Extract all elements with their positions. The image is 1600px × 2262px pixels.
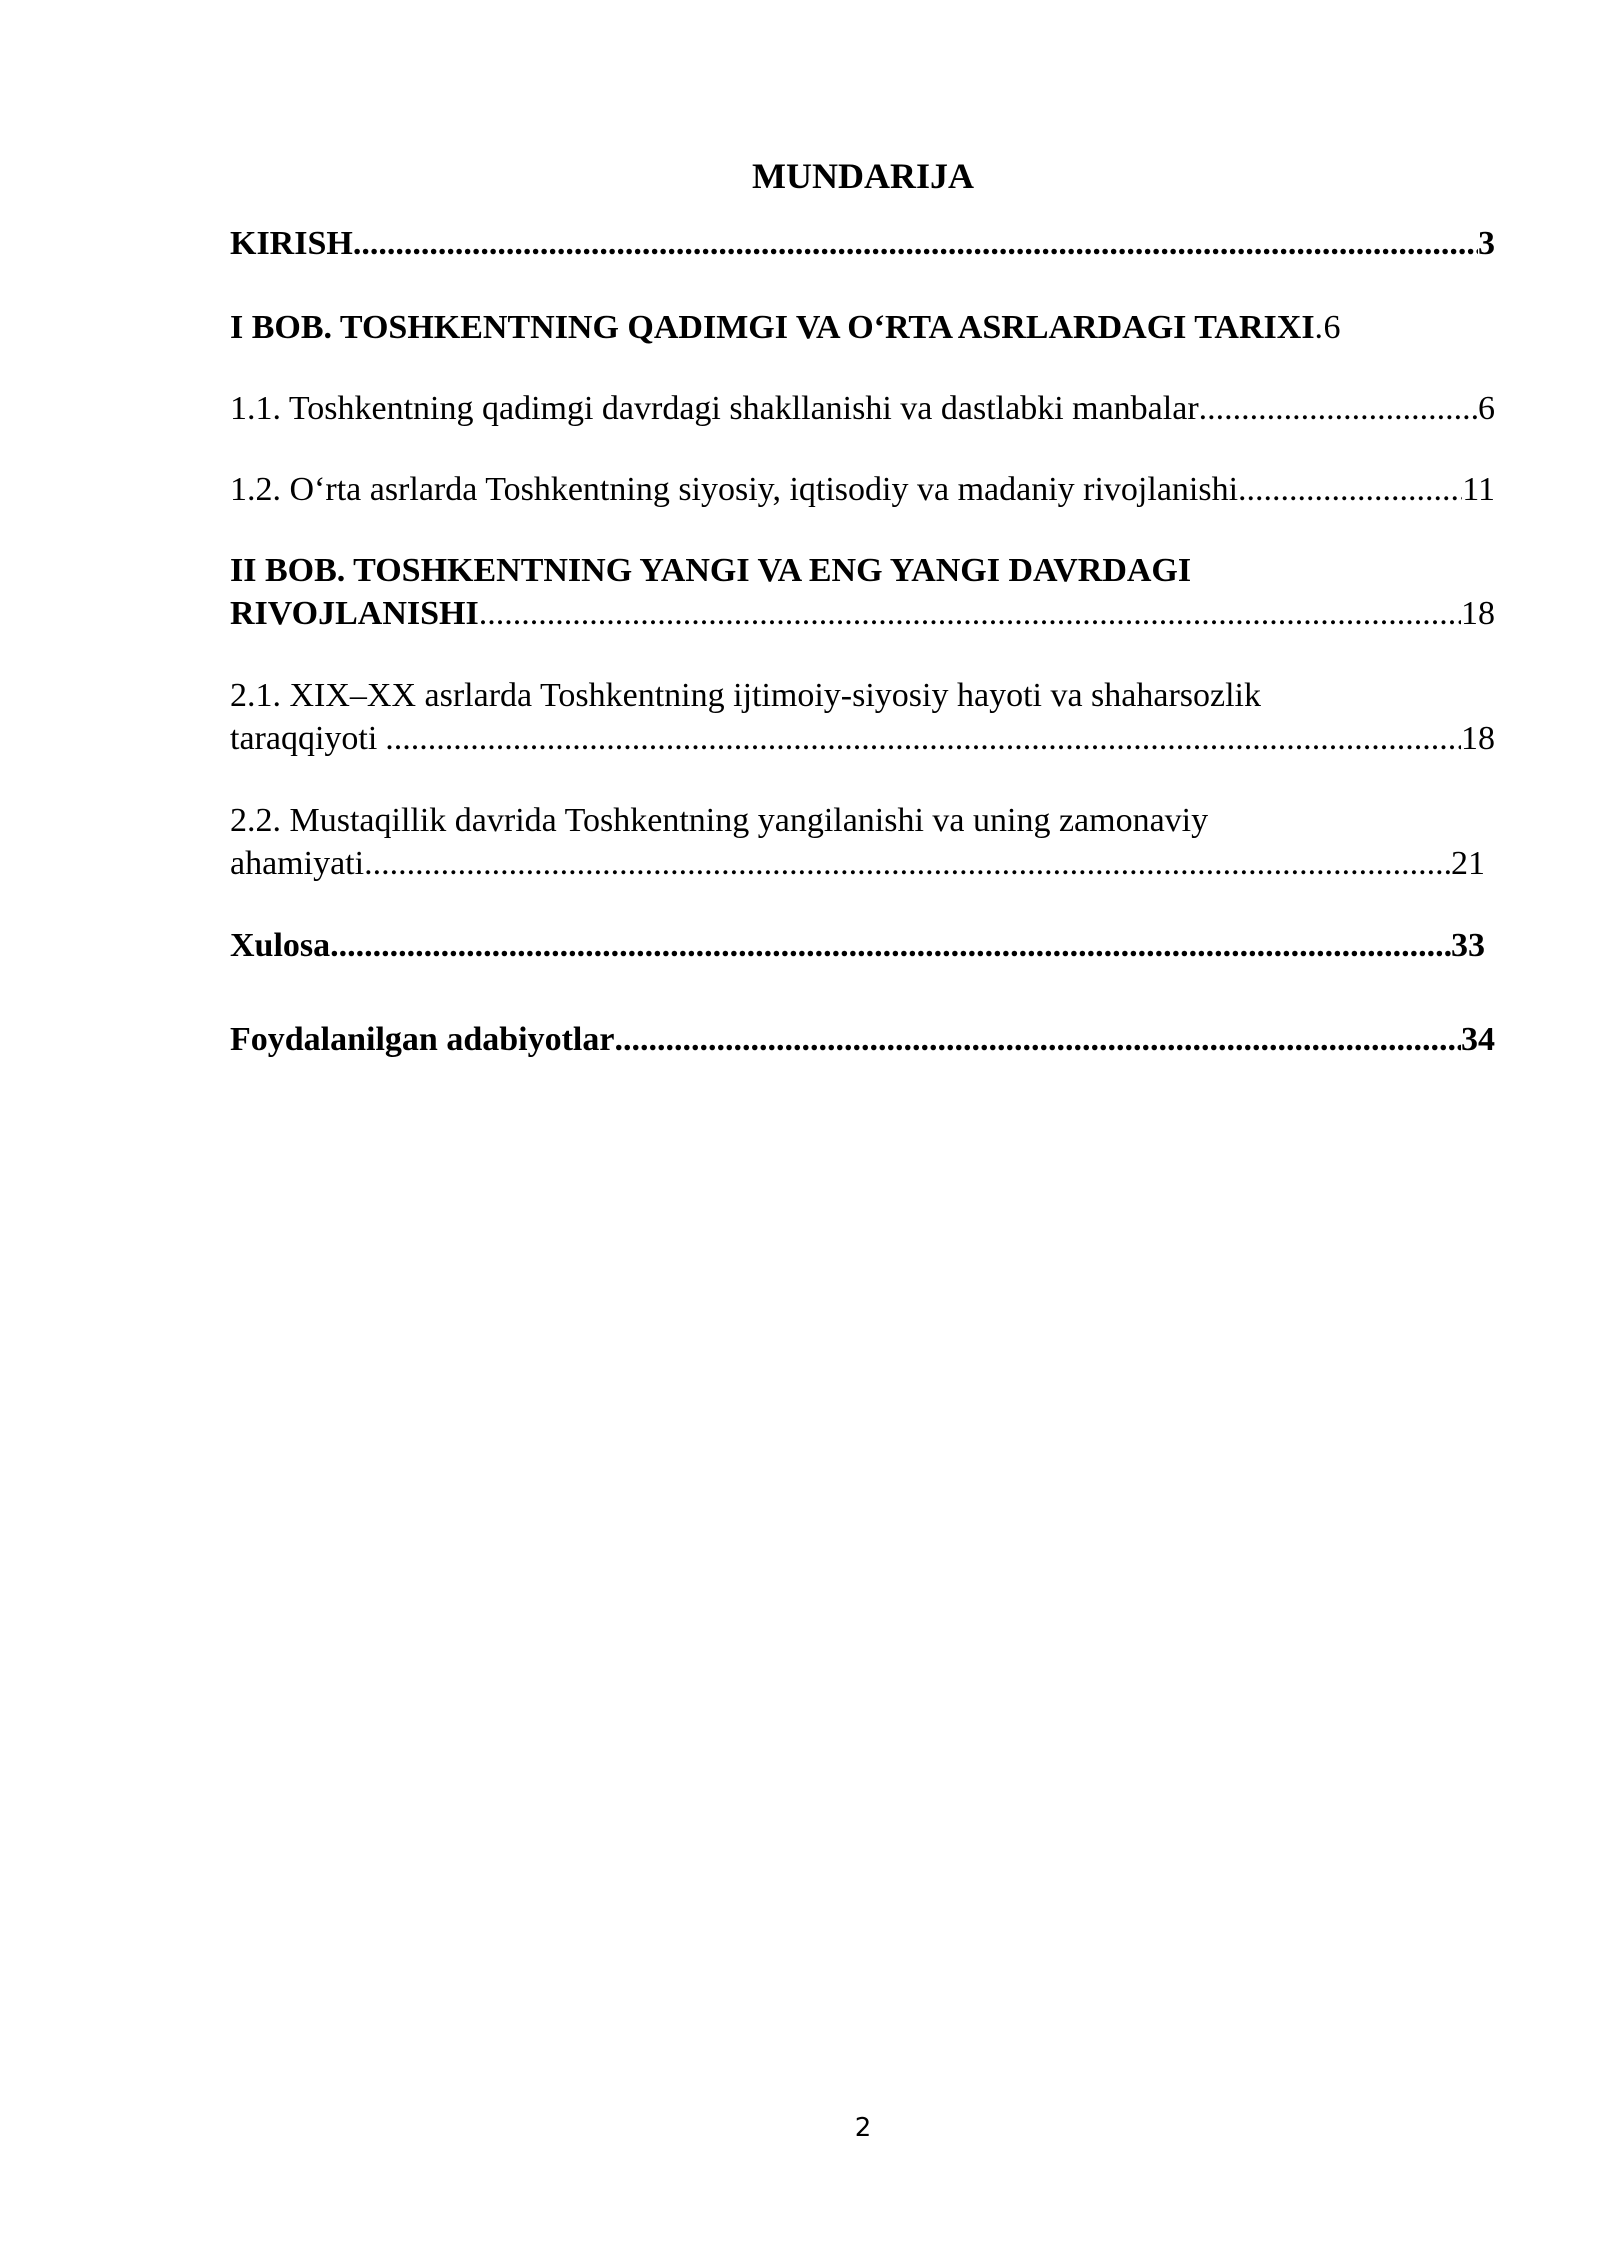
toc-page-number: 18 <box>1461 595 1495 632</box>
dot-leader <box>330 924 1451 967</box>
toc-page-number: 33 <box>1451 927 1485 964</box>
toc-page-number: 18 <box>1461 720 1495 757</box>
toc-title: MUNDARIJA <box>752 156 974 196</box>
toc-entry-2-1[interactable] <box>230 674 1495 760</box>
toc-entry-label-line2: ahamiyati <box>230 845 365 882</box>
toc-entry-label: Xulosa <box>230 927 331 964</box>
toc-page-number: 11 <box>1462 471 1495 508</box>
toc-entry-1-2[interactable] <box>230 468 1495 511</box>
toc-page-number: 6 <box>1323 309 1341 346</box>
dot-leader <box>1238 468 1462 511</box>
toc-entry-label: 1.2. O‘rta asrlarda Toshkentning siyosiy, iqtisodiy va madaniy rivojlanishi <box>230 471 1239 508</box>
toc-entry-label-line1: 2.1. XIX–XX asrlarda Toshkentning ijtimoiy-siyosiy hayoti va shaharsozlik <box>230 677 1262 714</box>
toc-entry-chapter-2[interactable] <box>230 549 1495 635</box>
dot-leader <box>1199 387 1478 430</box>
toc-page-number: 3 <box>1478 225 1495 262</box>
toc-entry-label-line1: II BOB. TOSHKENTNING YANGI VA ENG YANGI DAVRDAGI <box>230 552 1192 589</box>
toc-page-number: 21 <box>1451 845 1485 882</box>
dot-leader <box>1315 306 1324 349</box>
dot-leader <box>364 842 1451 885</box>
toc-entry-2-2[interactable] <box>230 799 1495 885</box>
toc-page-number: 34 <box>1461 1021 1495 1058</box>
toc-entry-label-line1: 2.2. Mustaqillik davrida Toshkentning yangilanishi va uning zamonaviy <box>230 802 1209 839</box>
toc-entry-xulosa[interactable] <box>230 924 1495 967</box>
dot-leader <box>353 222 1478 265</box>
page-number: 2 <box>854 2113 872 2143</box>
toc-entry-label-line2: RIVOJLANISHI <box>230 595 479 632</box>
toc-entry-label: 1.1. Toshkentning qadimgi davrdagi shakllanishi va dastlabki manbalar <box>230 390 1199 427</box>
dot-leader <box>479 592 1461 635</box>
toc-page-number: 6 <box>1478 390 1495 427</box>
toc-entry-label: I BOB. TOSHKENTNING QADIMGI VA O‘RTA ASRLARDAGI TARIXI <box>230 309 1315 346</box>
toc-entry-kirish[interactable] <box>230 222 1495 265</box>
toc-entry-references[interactable] <box>230 1018 1495 1061</box>
toc-entry-label-line2: taraqqiyoti <box>230 720 378 757</box>
toc-entry-chapter-1[interactable] <box>230 306 1495 349</box>
dot-leader <box>614 1018 1461 1061</box>
toc-entry-label: Foydalanilgan adabiyotlar <box>230 1021 615 1058</box>
toc-entry-1-1[interactable] <box>230 387 1495 430</box>
dot-leader <box>377 717 1461 760</box>
toc-entry-label: KIRISH <box>230 225 353 262</box>
